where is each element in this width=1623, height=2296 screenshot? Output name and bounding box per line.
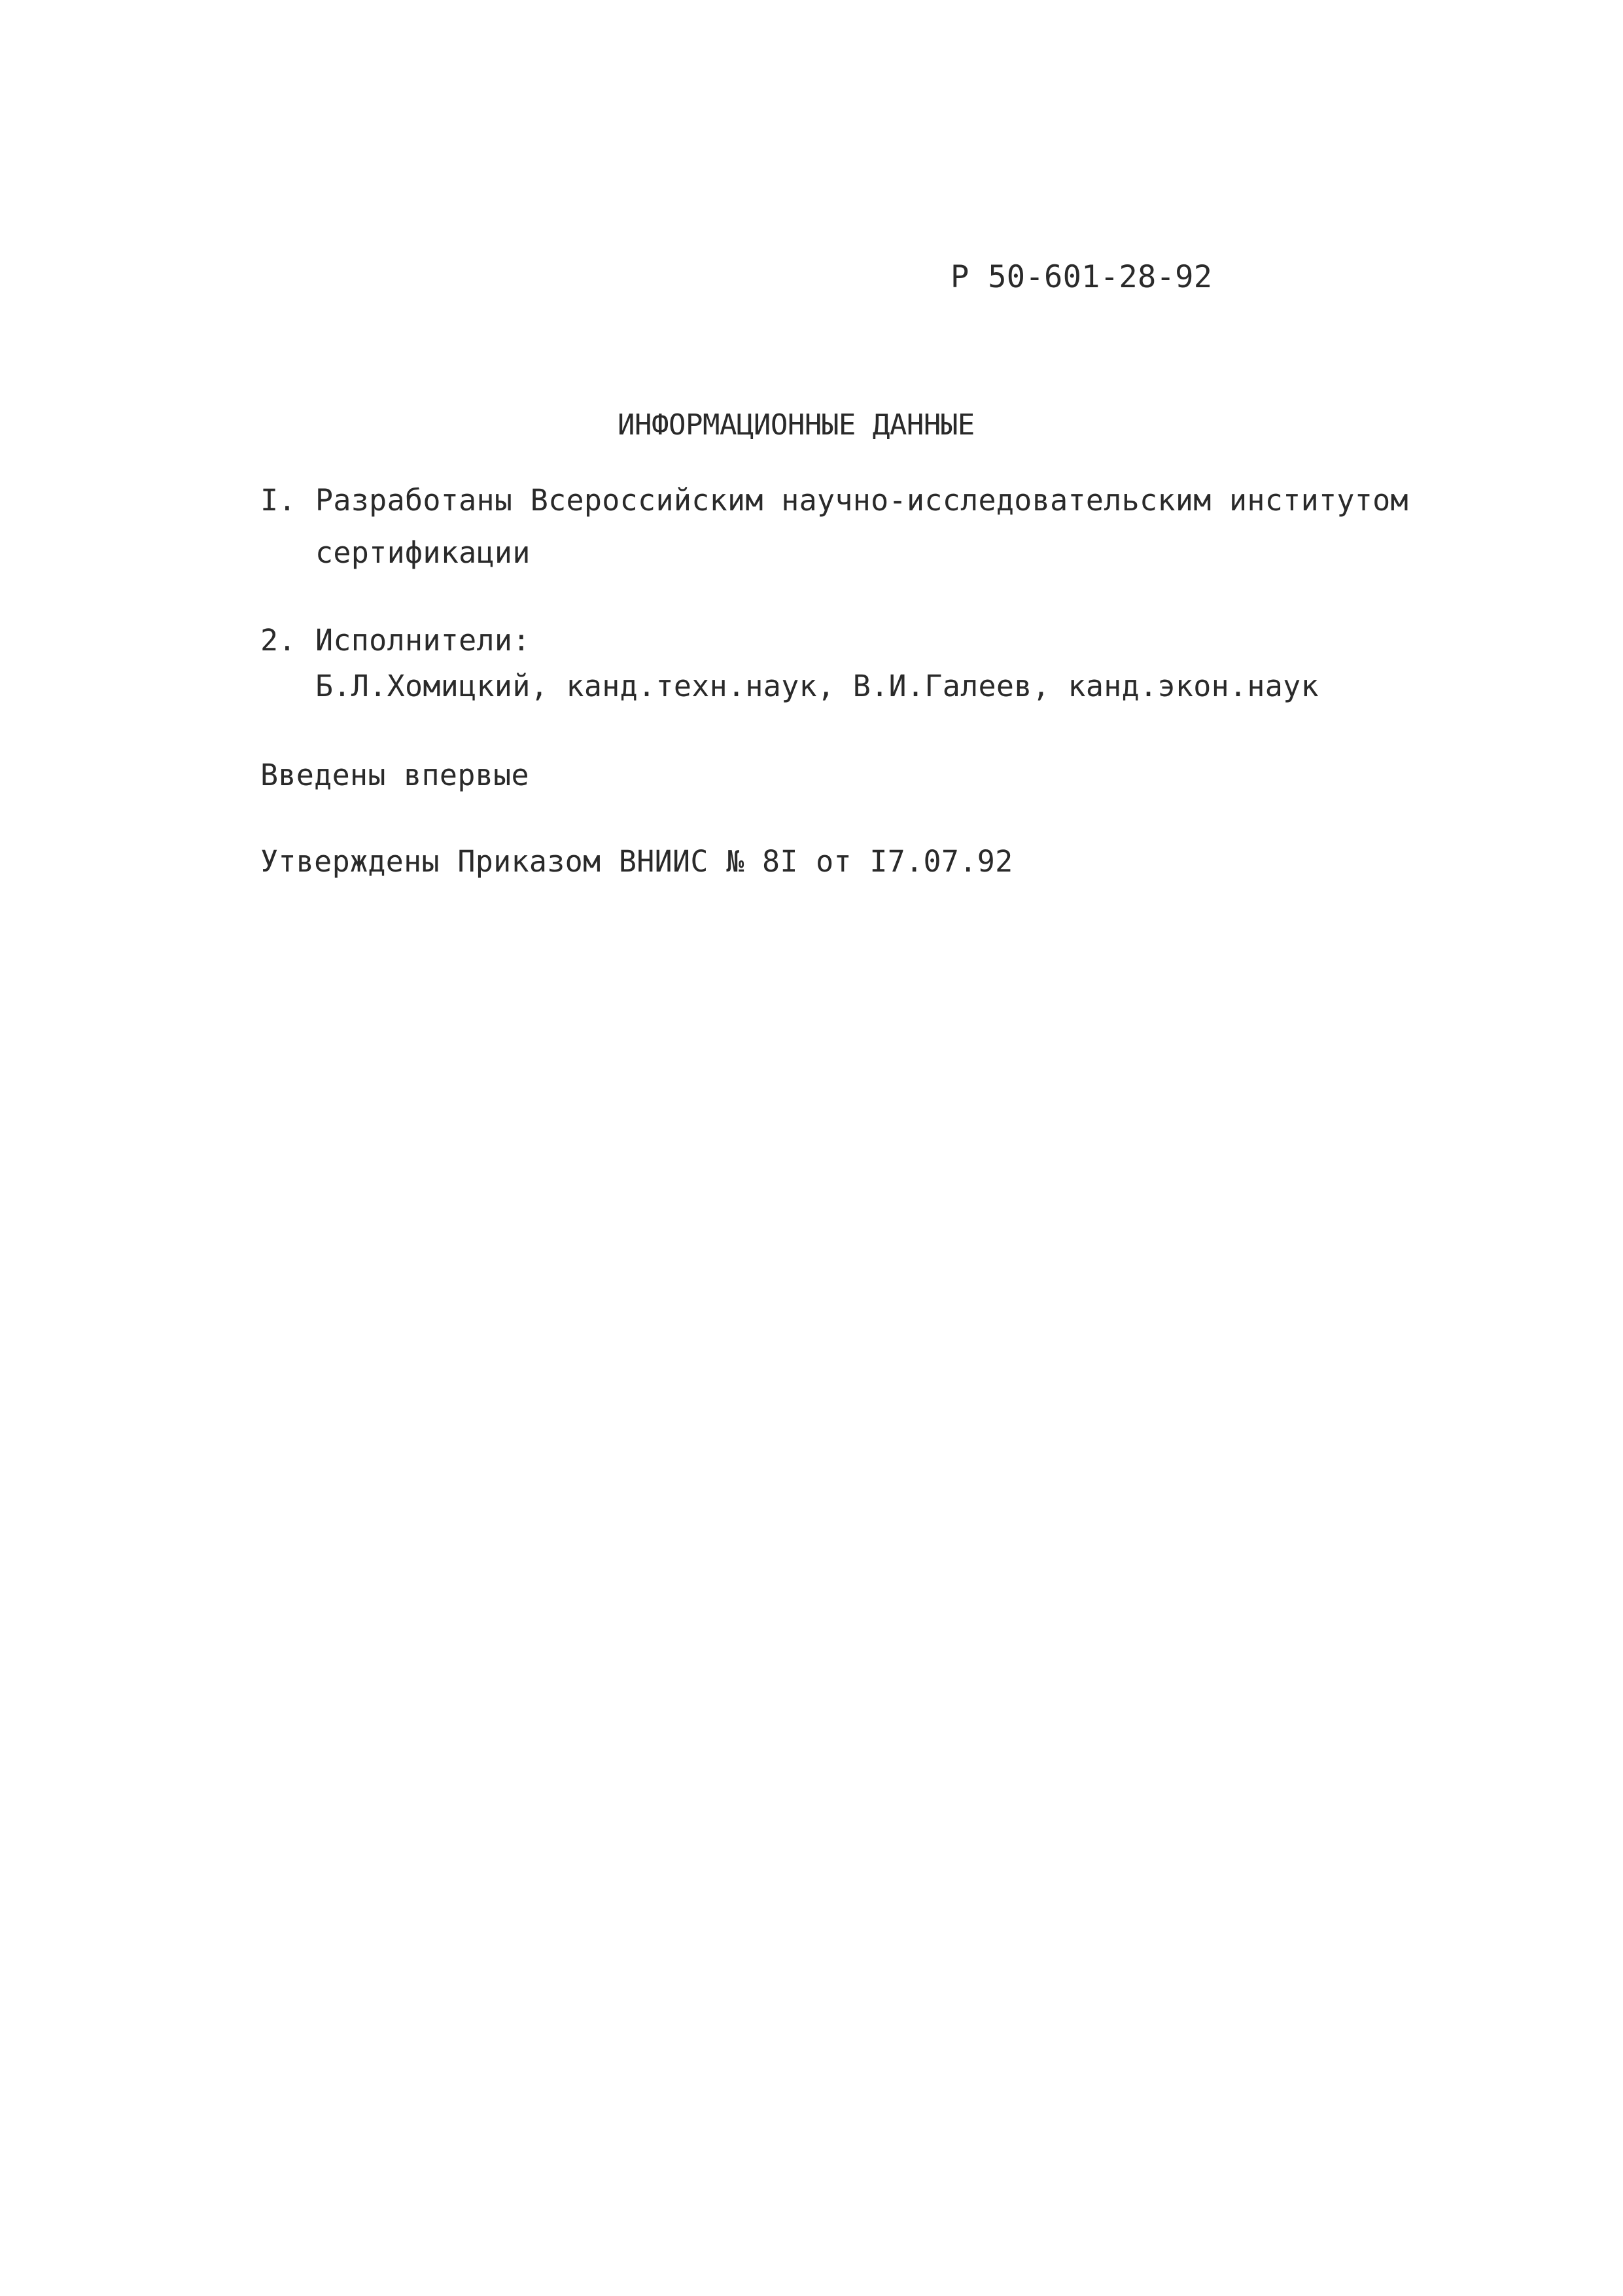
- list-item-number: 2.: [260, 623, 296, 658]
- document-code: Р 50-601-28-92: [951, 259, 1213, 295]
- list-item-text: Б.Л.Хомицкий, канд.техн.наук, В.И.Галеев, канд.экон.наук: [315, 669, 1319, 703]
- list-item-text: Разработаны Всероссийским научно-исследовательским институтом: [315, 483, 1408, 518]
- list-item-number: I.: [260, 483, 296, 518]
- list-item-text: сертификации: [315, 535, 531, 570]
- section-heading: ИНФОРМАЦИОННЫЕ ДАННЫЕ: [618, 408, 975, 442]
- approval-note: Утверждены Приказом ВНИИС № 8I от I7.07.92: [260, 844, 1013, 879]
- list-item-text: Исполнители:: [315, 623, 531, 658]
- introduced-note: Введены впервые: [260, 758, 529, 792]
